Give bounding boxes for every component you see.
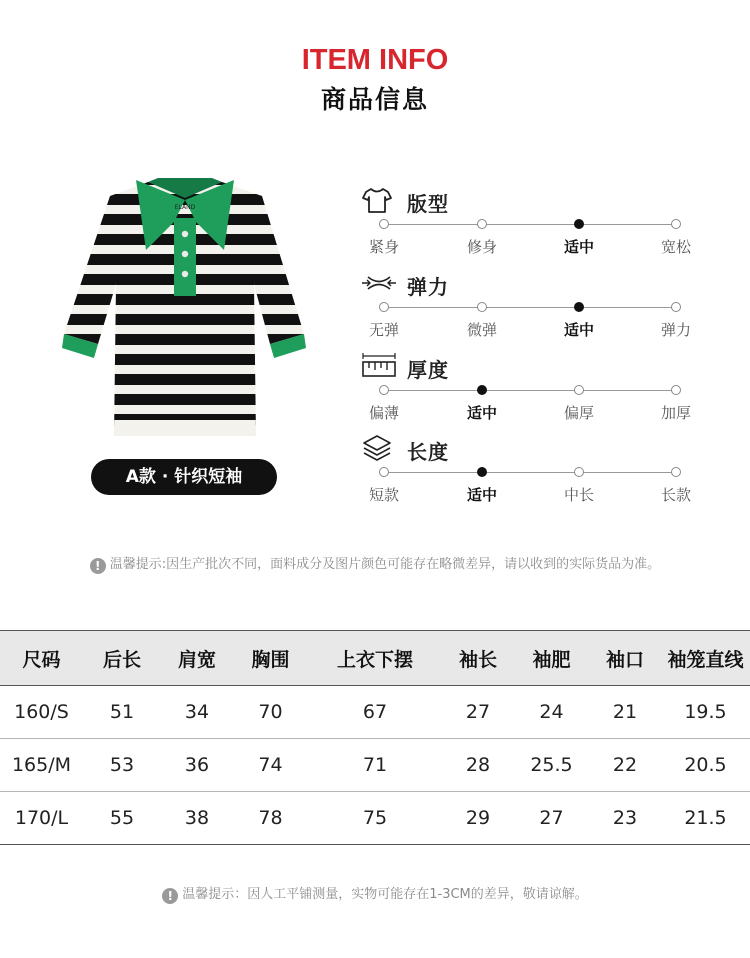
size-table-header-cell: 袖口	[589, 631, 661, 686]
attribute-name: 长度	[407, 440, 449, 464]
tshirt-icon	[362, 186, 396, 216]
table-cell: 165/M	[0, 739, 83, 792]
table-cell: 28	[442, 739, 514, 792]
table-row	[0, 792, 750, 845]
table-row	[0, 686, 750, 739]
layers-icon	[362, 434, 396, 464]
size-table-header-cell: 肩宽	[161, 631, 233, 686]
scale-dot	[574, 467, 584, 477]
title-en: ITEM INFO	[301, 44, 449, 76]
scale-track	[384, 307, 678, 308]
scale-option: 紧身	[368, 238, 399, 256]
scale-dot	[671, 467, 681, 477]
stretch-icon	[362, 269, 396, 299]
size-table	[0, 630, 750, 845]
info-icon: !	[162, 888, 178, 904]
attribute-row	[362, 186, 702, 256]
scale-track	[384, 390, 678, 391]
scale-option: 长款	[660, 486, 691, 504]
table-cell: 67	[308, 686, 442, 739]
scale-dot	[379, 302, 389, 312]
table-cell: 170/L	[0, 792, 83, 845]
scale-option: 偏厚	[563, 404, 594, 422]
scale-option: 适中	[563, 238, 594, 256]
size-table-header-cell: 后长	[83, 631, 161, 686]
scale-dot	[671, 302, 681, 312]
bottom-note	[0, 883, 750, 904]
size-table-header-cell: 袖长	[442, 631, 514, 686]
scale-option: 无弹	[368, 321, 399, 339]
scale-dot	[671, 219, 681, 229]
scale-track	[384, 472, 678, 473]
scale-option: 适中	[466, 486, 497, 504]
top-note-text: 温馨提示:因生产批次不同，面料成分及图片颜色可能存在略微差异，请以收到的实际货品为准。	[109, 557, 661, 572]
table-cell: 21	[589, 686, 661, 739]
table-cell: 24	[514, 686, 589, 739]
scale-dot	[574, 219, 584, 229]
table-cell: 27	[514, 792, 589, 845]
table-cell: 160/S	[0, 686, 83, 739]
ruler-icon	[362, 352, 396, 382]
scale-option: 适中	[563, 321, 594, 339]
size-table-body	[0, 686, 750, 845]
product-image	[62, 174, 308, 444]
table-cell: 19.5	[661, 686, 750, 739]
size-table-header-cell: 尺码	[0, 631, 83, 686]
attribute-name: 厚度	[407, 358, 449, 382]
scale-option: 宽松	[660, 238, 691, 256]
size-table-header	[0, 631, 750, 686]
scale-dot	[379, 219, 389, 229]
top-note	[0, 553, 750, 574]
table-cell: 51	[83, 686, 161, 739]
scale-dot	[671, 385, 681, 395]
attribute-name: 弹力	[407, 275, 449, 299]
table-cell: 55	[83, 792, 161, 845]
scale-option: 中长	[563, 486, 594, 504]
attribute-row	[362, 434, 702, 504]
scale-dot	[477, 302, 487, 312]
size-table-header-cell: 上衣下摆	[308, 631, 442, 686]
table-cell: 75	[308, 792, 442, 845]
table-row	[0, 739, 750, 792]
info-icon: !	[90, 558, 106, 574]
scale-option: 适中	[466, 404, 497, 422]
scale-dot	[477, 219, 487, 229]
scale-dot	[379, 467, 389, 477]
table-cell: 71	[308, 739, 442, 792]
scale-option: 短款	[368, 486, 399, 504]
attribute-name: 版型	[407, 192, 449, 216]
scale-dot	[574, 385, 584, 395]
table-cell: 22	[589, 739, 661, 792]
table-cell: 34	[161, 686, 233, 739]
size-table-header-cell: 胸围	[233, 631, 308, 686]
table-cell: 20.5	[661, 739, 750, 792]
scale-option: 加厚	[660, 404, 691, 422]
scale-dot	[379, 385, 389, 395]
size-table-header-cell: 袖肥	[514, 631, 589, 686]
attribute-row	[362, 269, 702, 339]
table-cell: 78	[233, 792, 308, 845]
scale-dot	[477, 467, 487, 477]
bottom-note-text: 温馨提示：因人工平铺测量，实物可能存在1-3CM的差异，敬请谅解。	[182, 887, 588, 902]
scale-option: 修身	[466, 238, 497, 256]
scale-option: 偏薄	[368, 404, 399, 422]
scale-option: 弹力	[660, 321, 691, 339]
table-cell: 74	[233, 739, 308, 792]
attribute-row	[362, 352, 702, 422]
scale-dot	[477, 385, 487, 395]
table-cell: 29	[442, 792, 514, 845]
variant-label: A款 · 针织短袖	[91, 459, 277, 495]
size-table-header-cell: 袖笼直线	[661, 631, 750, 686]
scale-dot	[574, 302, 584, 312]
brand-tag: ELAND	[174, 204, 196, 211]
table-cell: 23	[589, 792, 661, 845]
scale-option: 微弹	[466, 321, 497, 339]
scale-track	[384, 224, 678, 225]
table-cell: 27	[442, 686, 514, 739]
table-cell: 36	[161, 739, 233, 792]
title-zh: 商品信息	[320, 85, 429, 114]
table-cell: 70	[233, 686, 308, 739]
table-cell: 21.5	[661, 792, 750, 845]
table-cell: 38	[161, 792, 233, 845]
table-cell: 25.5	[514, 739, 589, 792]
table-cell: 53	[83, 739, 161, 792]
